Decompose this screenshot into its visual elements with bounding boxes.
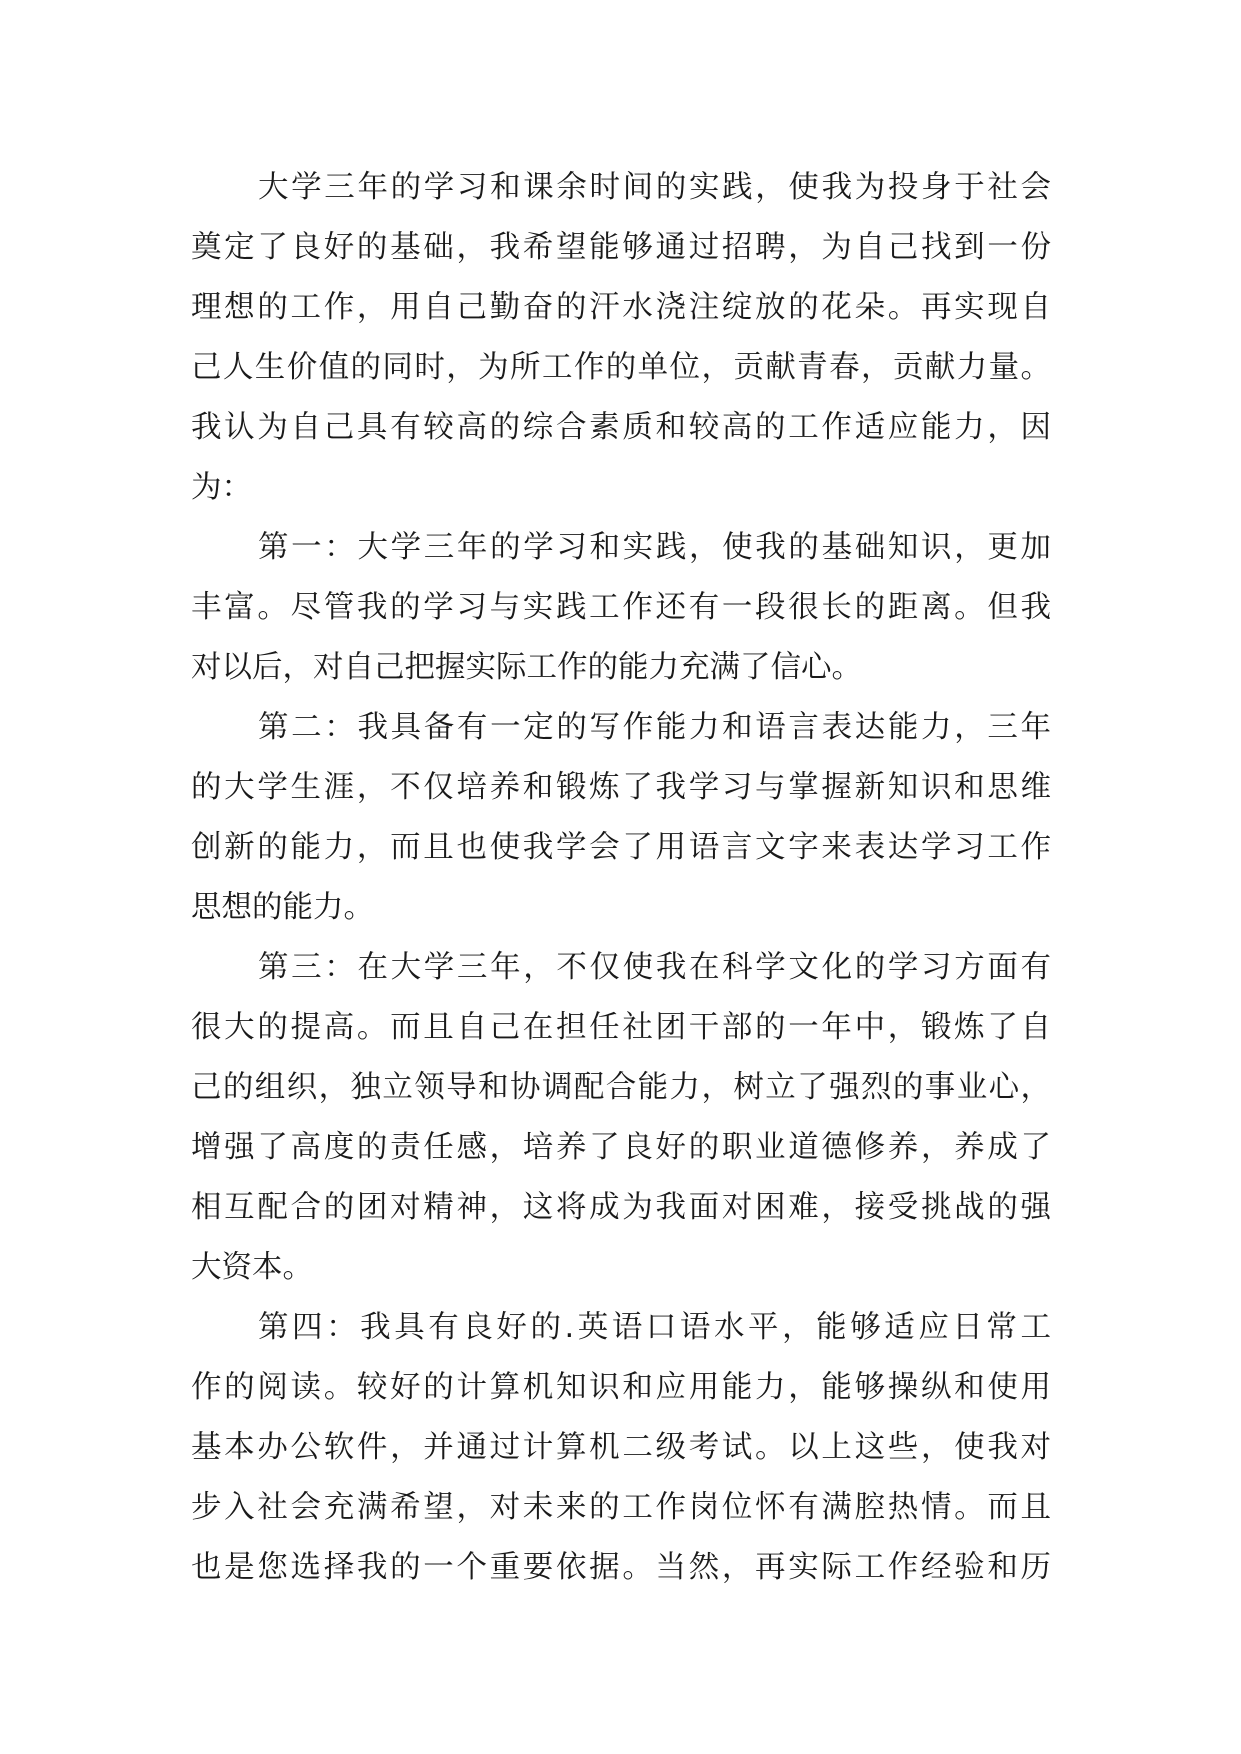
- text-line: 对以后，对自己把握实际工作的能力充满了信心。: [191, 650, 862, 685]
- text-line: 丰富。尽管我的学习与实践工作还有一段很长的距离。但我: [191, 590, 1051, 625]
- text-line: 我认为自己具有较高的综合素质和较高的工作适应能力，因: [191, 410, 1051, 445]
- text-line: 创新的能力，而且也使我学会了用语言文字来表达学习工作: [191, 830, 1051, 865]
- text-line: 第四：我具有良好的.英语口语水平，能够适应日常工: [258, 1310, 1051, 1345]
- text-line: 基本办公软件，并通过计算机二级考试。以上这些，使我对: [191, 1430, 1051, 1465]
- text-line: 己的组织，独立领导和协调配合能力，树立了强烈的事业心，: [191, 1070, 1051, 1105]
- text-line: 的大学生涯，不仅培养和锻炼了我学习与掌握新知识和思维: [191, 770, 1051, 805]
- text-line: 也是您选择我的一个重要依据。当然，再实际工作经验和历: [191, 1550, 1051, 1585]
- text-line: 为：: [191, 470, 252, 505]
- text-line: 第二：我具备有一定的写作能力和语言表达能力，三年: [258, 710, 1051, 745]
- text-line: 增强了高度的责任感，培养了良好的职业道德修养，养成了: [191, 1130, 1051, 1165]
- text-line: 大学三年的学习和课余时间的实践，使我为投身于社会: [258, 170, 1051, 205]
- document-body: [191, 158, 1051, 1598]
- text-line: 第一：大学三年的学习和实践，使我的基础知识，更加: [258, 530, 1051, 565]
- text-line: 己人生价值的同时，为所工作的单位，贡献青春，贡献力量。: [191, 350, 1051, 385]
- text-line: 理想的工作，用自己勤奋的汗水浇注绽放的花朵。再实现自: [191, 290, 1051, 325]
- text-line: 奠定了良好的基础，我希望能够通过招聘，为自己找到一份: [191, 230, 1051, 265]
- text-line: 大资本。: [191, 1250, 313, 1285]
- text-line: 作的阅读。较好的计算机知识和应用能力，能够操纵和使用: [191, 1370, 1051, 1405]
- text-line: 第三：在大学三年，不仅使我在科学文化的学习方面有: [258, 950, 1051, 985]
- text-line: 步入社会充满希望，对未来的工作岗位怀有满腔热情。而且: [191, 1490, 1051, 1525]
- text-line: 思想的能力。: [191, 890, 374, 925]
- text-line: 很大的提高。而且自己在担任社团干部的一年中，锻炼了自: [191, 1010, 1051, 1045]
- text-line: 相互配合的团对精神，这将成为我面对困难，接受挑战的强: [191, 1190, 1051, 1225]
